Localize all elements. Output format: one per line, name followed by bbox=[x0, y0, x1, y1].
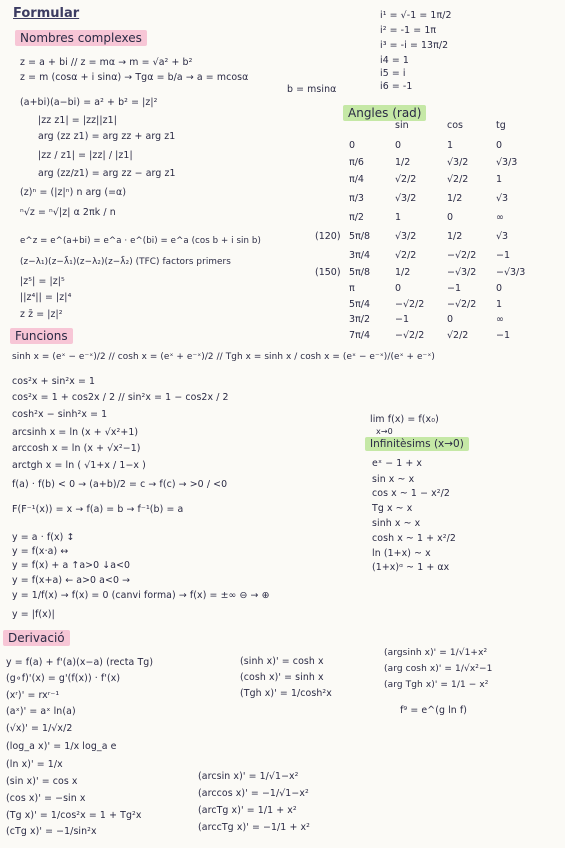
section-heading-functions: Funcions bbox=[10, 328, 73, 344]
table-row bbox=[315, 231, 557, 249]
formula-line: ln (1+x) ~ x bbox=[372, 548, 431, 559]
cos-cell: 1/2 bbox=[447, 231, 463, 242]
power-line: i6 = -1 bbox=[380, 81, 413, 92]
angles-table-header bbox=[337, 120, 557, 138]
cos-cell: √2/2 bbox=[447, 330, 469, 341]
tg-cell: −√3/3 bbox=[496, 267, 526, 278]
formula-line: y = 1/f(x) → f(x) = 0 (canvi forma) → f(x) = ±∞ ⊖ → ⊕ bbox=[12, 590, 270, 601]
table-row bbox=[337, 193, 557, 211]
formula-line: sinh x ~ x bbox=[372, 518, 421, 529]
cos-cell: 0 bbox=[447, 314, 454, 325]
sin-cell: −√2/2 bbox=[395, 330, 425, 341]
page-title: Formular bbox=[13, 6, 80, 21]
limit-formula: lim f(x) = f(x₀) bbox=[370, 414, 439, 425]
formula-line: (z)ⁿ = (|z|ⁿ) n arg (=α) bbox=[20, 187, 127, 198]
tg-cell: 1 bbox=[496, 299, 503, 310]
formula-line: arccosh x = ln (x + √x²−1) bbox=[12, 443, 141, 454]
formula-line: y = a · f(x) ↕ bbox=[12, 532, 75, 543]
angle-cell: π bbox=[349, 283, 355, 294]
tg-cell: −1 bbox=[496, 330, 511, 341]
formula-line: cos²x + sin²x = 1 bbox=[12, 376, 96, 387]
tg-cell: 0 bbox=[496, 283, 503, 294]
formula-line: sinh x = (eˣ − e⁻ˣ)/2 // cosh x = (eˣ + e⁻ˣ)/2 // Tgh x = sinh x / cosh x = (eˣ − e⁻ˣ)/(eˣ + e⁻ˣ) bbox=[12, 352, 435, 362]
formula-line: y = f(a) + f'(a)(x−a) (recta Tg) bbox=[6, 657, 154, 668]
formula-line: (arcTg x)' = 1/1 + x² bbox=[198, 805, 297, 816]
formula-line: (arg cosh x)' = 1/√x²−1 bbox=[384, 664, 493, 674]
angle-cell: π/4 bbox=[349, 174, 364, 185]
formula-line: sin x ~ x bbox=[372, 474, 415, 485]
tg-cell: −1 bbox=[496, 250, 511, 261]
formula-line: (Tg x)' = 1/cos²x = 1 + Tg²x bbox=[6, 810, 142, 821]
formula-line: y = |f(x)| bbox=[12, 609, 55, 620]
formula-line: eˣ − 1 + x bbox=[372, 458, 423, 469]
formula-line: (sin x)' = cos x bbox=[6, 776, 78, 787]
power-line: i5 = i bbox=[380, 68, 406, 79]
table-row bbox=[337, 157, 557, 175]
section-heading-complex: Nombres complexes bbox=[15, 30, 147, 46]
formula-line: |zz / z1| = |zz| / |z1| bbox=[38, 150, 133, 161]
degree-note: (120) bbox=[315, 231, 341, 242]
sin-cell: 1/2 bbox=[395, 267, 411, 278]
sin-cell: √2/2 bbox=[395, 250, 417, 261]
formula-line: arg (zz z1) = arg zz + arg z1 bbox=[38, 131, 176, 142]
angle-cell: 3π/4 bbox=[349, 250, 371, 261]
cos-cell: −√3/2 bbox=[447, 267, 477, 278]
formula-line: (z−λ₁)(z−λ̄₁)(z−λ₂)(z−λ̄₂) (TFC) factors primers bbox=[20, 257, 231, 267]
power-line: i² = -1 = 1π bbox=[380, 25, 437, 36]
table-row bbox=[337, 174, 557, 192]
table-row bbox=[337, 250, 557, 268]
section-heading-derivatives: Derivació bbox=[3, 630, 70, 646]
power-line: i¹ = √-1 = 1π/2 bbox=[380, 10, 452, 21]
formula-line: y = f(x·a) ↔ bbox=[12, 546, 69, 557]
angle-cell: 0 bbox=[349, 140, 356, 151]
sin-cell: 1 bbox=[395, 212, 402, 223]
formula-line: (aˣ)' = aˣ ln(a) bbox=[6, 706, 76, 717]
formula-line: arg (zz/z1) = arg zz − arg z1 bbox=[38, 168, 176, 179]
formula-line: (cTg x)' = −1/sin²x bbox=[6, 826, 97, 837]
formula-line: (1+x)ᵅ ~ 1 + αx bbox=[372, 562, 450, 573]
cos-cell: 1 bbox=[447, 140, 454, 151]
cos-cell: −√2/2 bbox=[447, 299, 477, 310]
formula-line: (arg Tgh x)' = 1/1 − x² bbox=[384, 680, 489, 690]
power-line: i4 = 1 bbox=[380, 55, 409, 66]
cos-cell: 1/2 bbox=[447, 193, 463, 204]
formula-line: ||z⁴|| = |z|⁴ bbox=[20, 292, 72, 303]
degree-note: (150) bbox=[315, 267, 341, 278]
angle-cell: π/6 bbox=[349, 157, 364, 168]
cos-cell: √2/2 bbox=[447, 174, 469, 185]
formula-line: |zz z1| = |zz||z1| bbox=[38, 115, 118, 126]
power-line: i³ = -i = 13π/2 bbox=[380, 40, 449, 51]
formula-line: e^z = e^(a+bi) = e^a · e^(bi) = e^a (cos b + i sin b) bbox=[20, 236, 261, 246]
formula-line: z z̄ = |z|² bbox=[20, 309, 63, 320]
sin-cell: −1 bbox=[395, 314, 410, 325]
tg-cell: √3 bbox=[496, 193, 509, 204]
cos-cell: −1 bbox=[447, 283, 462, 294]
formula-line: z = m (cosα + i sinα) → Tgα = b/a → a = mcosα bbox=[20, 72, 249, 83]
formula-line: y = f(x+a) ← a>0 a<0 → bbox=[12, 575, 131, 586]
formula-line: (arccos x)' = −1/√1−x² bbox=[198, 788, 309, 799]
formula-line: arctgh x = ln ( √1+x / 1−x ) bbox=[12, 460, 146, 471]
sin-cell: 1/2 bbox=[395, 157, 411, 168]
tg-cell: √3 bbox=[496, 231, 509, 242]
sin-cell: 0 bbox=[395, 283, 402, 294]
tg-cell: 0 bbox=[496, 140, 503, 151]
formula-line: f⁹ = e^(g ln f) bbox=[400, 705, 468, 716]
formula-line: (cosh x)' = sinh x bbox=[240, 672, 324, 683]
formula-line: F(F⁻¹(x)) = x → f(a) = b → f⁻¹(b) = a bbox=[12, 504, 184, 515]
formula-line: (sinh x)' = cosh x bbox=[240, 656, 324, 667]
formula-line: (a+bi)(a−bi) = a² + b² = |z|² bbox=[20, 97, 158, 108]
formula-line: (argsinh x)' = 1/√1+x² bbox=[384, 648, 488, 658]
cos-cell: 0 bbox=[447, 212, 454, 223]
tg-cell: ∞ bbox=[496, 314, 504, 325]
formula-line: cosh²x − sinh²x = 1 bbox=[12, 409, 108, 420]
formula-line: (Tgh x)' = 1/cosh²x bbox=[240, 688, 332, 699]
section-heading-angles: Angles (rad) bbox=[343, 105, 426, 121]
formula-line: (xʳ)' = rxʳ⁻¹ bbox=[6, 690, 60, 701]
angle-cell: 5π/8 bbox=[349, 231, 371, 242]
column-header-cos: cos bbox=[447, 120, 463, 131]
sin-cell: √2/2 bbox=[395, 174, 417, 185]
formula-line: (arccTg x)' = −1/1 + x² bbox=[198, 822, 310, 833]
tg-cell: √3/3 bbox=[496, 157, 518, 168]
tg-cell: ∞ bbox=[496, 212, 504, 223]
column-header-sin: sin bbox=[395, 120, 409, 131]
angle-cell: 3π/2 bbox=[349, 314, 371, 325]
formula-line: (log_a x)' = 1/x log_a e bbox=[6, 741, 117, 752]
formula-line: z = a + bi // z = mα → m = √a² + b² bbox=[20, 57, 193, 68]
table-row bbox=[337, 330, 557, 348]
cos-cell: −√2/2 bbox=[447, 250, 477, 261]
formula-line: cosh x ~ 1 + x²/2 bbox=[372, 533, 456, 544]
angle-cell: 5π/4 bbox=[349, 299, 371, 310]
formula-line: |z⁵| = |z|⁵ bbox=[20, 276, 65, 287]
sin-cell: 0 bbox=[395, 140, 402, 151]
formula-line: (ln x)' = 1/x bbox=[6, 759, 63, 770]
formula-line: y = f(x) + a ↑a>0 ↓a<0 bbox=[12, 560, 131, 571]
formula-line: cos²x = 1 + cos2x / 2 // sin²x = 1 − cos2x / 2 bbox=[12, 392, 229, 403]
sin-cell: √3/2 bbox=[395, 231, 417, 242]
sin-cell: −√2/2 bbox=[395, 299, 425, 310]
formula-line: (cos x)' = −sin x bbox=[6, 793, 86, 804]
cos-cell: √3/2 bbox=[447, 157, 469, 168]
angle-cell: π/3 bbox=[349, 193, 364, 204]
formula-line: cos x ~ 1 − x²/2 bbox=[372, 488, 450, 499]
angle-cell: 7π/4 bbox=[349, 330, 371, 341]
formula-line: b = msinα bbox=[287, 84, 337, 95]
sin-cell: √3/2 bbox=[395, 193, 417, 204]
formula-line: ⁿ√z = ⁿ√|z| α 2πk / n bbox=[20, 207, 116, 218]
angle-cell: 5π/8 bbox=[349, 267, 371, 278]
formula-line: (√x)' = 1/√x/2 bbox=[6, 723, 73, 734]
tg-cell: 1 bbox=[496, 174, 503, 185]
column-header-tg: tg bbox=[496, 120, 506, 131]
limit-subscript: x→0 bbox=[376, 427, 393, 436]
section-heading-infinitesimals: Infinitèsims (x→0) bbox=[365, 437, 469, 451]
formula-line: f(a) · f(b) < 0 → (a+b)/2 = c → f(c) → >0 / <0 bbox=[12, 479, 228, 490]
table-row bbox=[337, 212, 557, 230]
formula-line: Tg x ~ x bbox=[372, 503, 413, 514]
formula-line: arcsinh x = ln (x + √x²+1) bbox=[12, 427, 139, 438]
angle-cell: π/2 bbox=[349, 212, 364, 223]
formula-line: (arcsin x)' = 1/√1−x² bbox=[198, 771, 299, 782]
formula-line: (g∘f)'(x) = g'(f(x)) · f'(x) bbox=[6, 673, 121, 684]
table-row bbox=[337, 140, 557, 158]
